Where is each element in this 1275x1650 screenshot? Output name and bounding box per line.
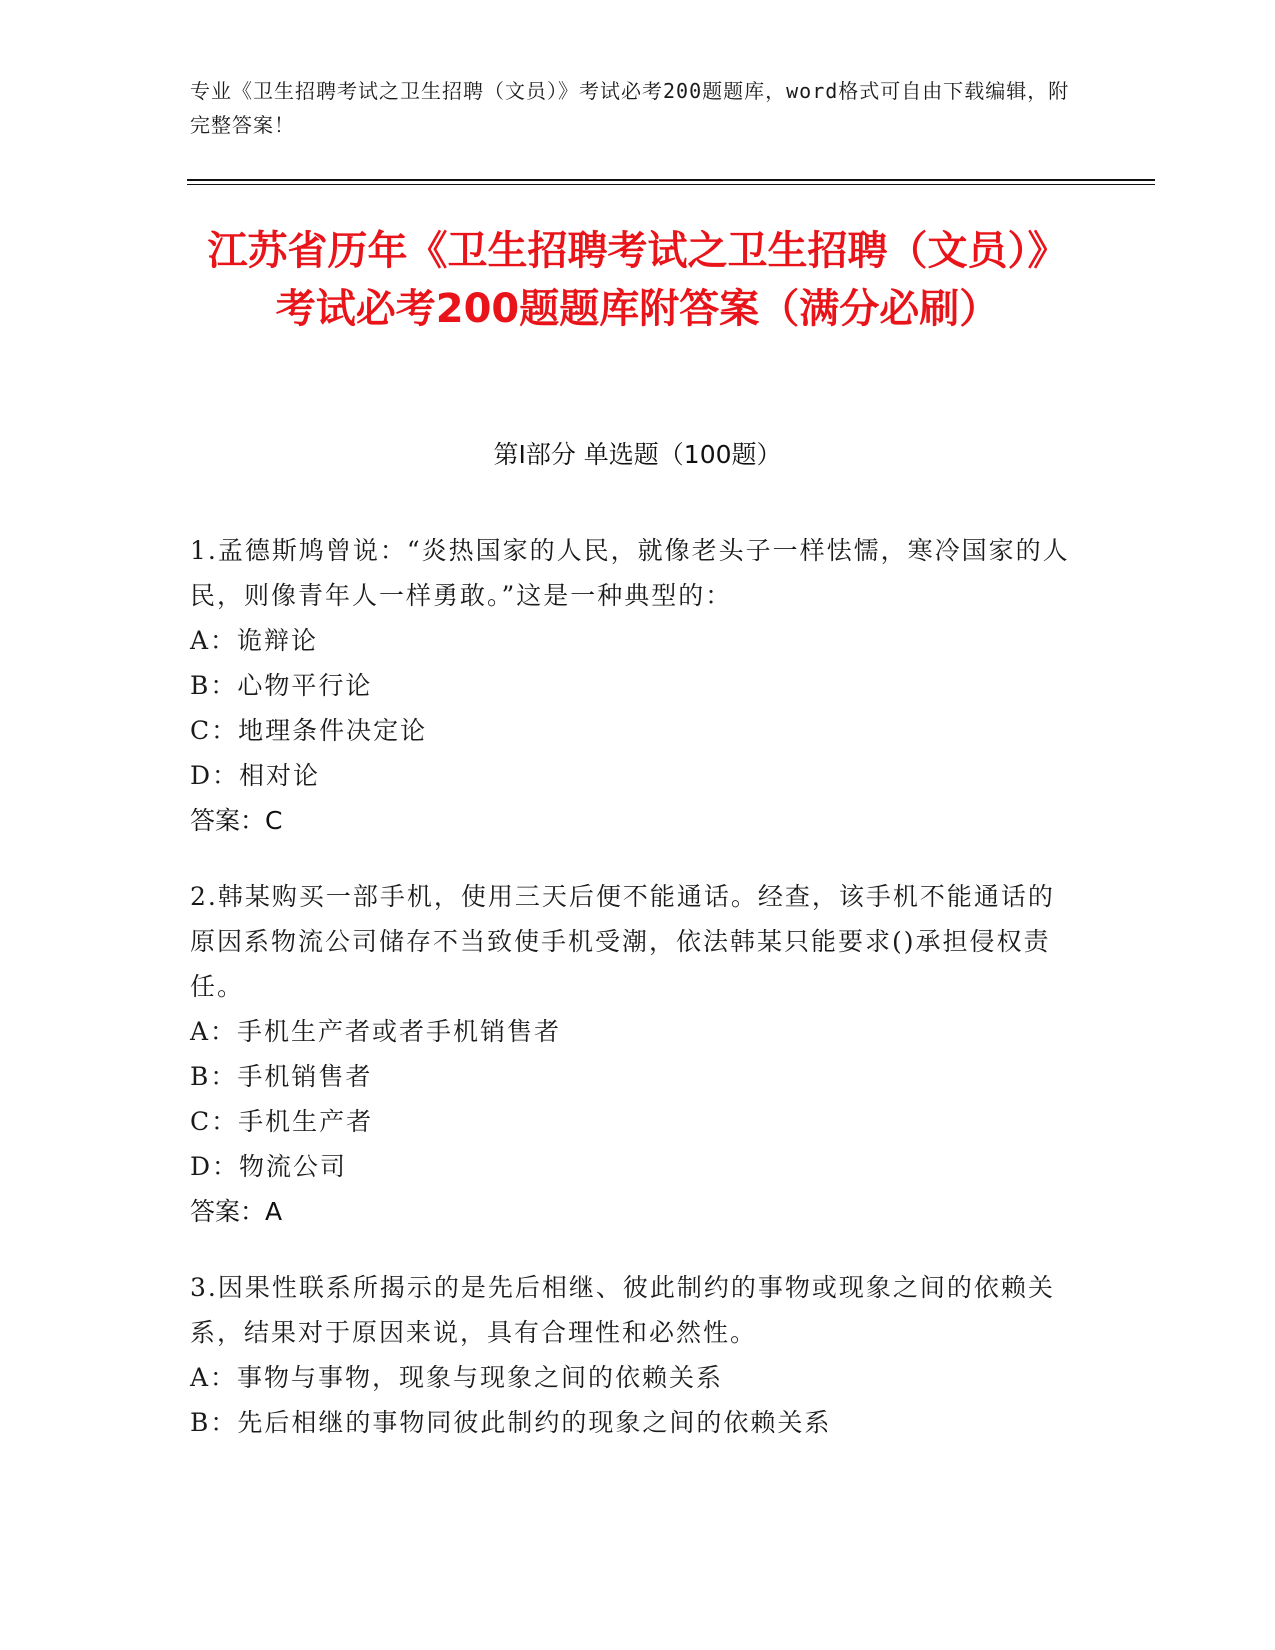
answer: 答案：C: [190, 806, 283, 835]
option-a: A：事物与事物，现象与现象之间的依赖关系: [190, 1363, 724, 1392]
option-a: A：手机生产者或者手机销售者: [190, 1017, 562, 1046]
section-title: 第Ⅰ部分 单选题（100题）: [493, 440, 782, 469]
header-note: 专业《卫生招聘考试之卫生招聘（文员）》考试必考200题题库，word格式可自由下载编辑，附完整答案！: [190, 79, 1070, 137]
option-b: B：手机销售者: [190, 1062, 373, 1091]
question-stem: 1.孟德斯鸠曾说：“炎热国家的人民，就像老头子一样怯懦，寒冷国家的人民，则像青年人一样勇敢。”这是一种典型的：: [190, 536, 1070, 610]
option-c: C：地理条件决定论: [190, 716, 428, 745]
question-1: [190, 528, 1070, 843]
document-title: 江苏省历年《卫生招聘考试之卫生招聘（文员）》考试必考200题题库附答案（满分必刷）: [207, 228, 1068, 332]
question-stem: 2.韩某购买一部手机，使用三天后便不能通话。经查，该手机不能通话的原因系物流公司储存不当致使手机受潮，依法韩某只能要求()承担侵权责任。: [190, 882, 1055, 1001]
question-list: [190, 528, 1070, 1476]
option-c: C：手机生产者: [190, 1107, 374, 1136]
header-divider-thick: [187, 179, 1155, 181]
question-stem: 3.因果性联系所揭示的是先后相继、彼此制约的事物或现象之间的依赖关系，结果对于原因来说，具有合理性和必然性。: [190, 1273, 1055, 1347]
option-a: A：诡辩论: [190, 626, 319, 655]
question-3: [190, 1265, 1070, 1445]
option-b: B：心物平行论: [190, 671, 373, 700]
option-d: D：相对论: [190, 761, 321, 790]
option-d: D：物流公司: [190, 1152, 348, 1181]
header-divider-thin: [187, 184, 1155, 185]
answer: 答案：A: [190, 1197, 283, 1226]
question-2: [190, 874, 1070, 1234]
option-b: B：先后相继的事物同彼此制约的现象之间的依赖关系: [190, 1408, 832, 1437]
